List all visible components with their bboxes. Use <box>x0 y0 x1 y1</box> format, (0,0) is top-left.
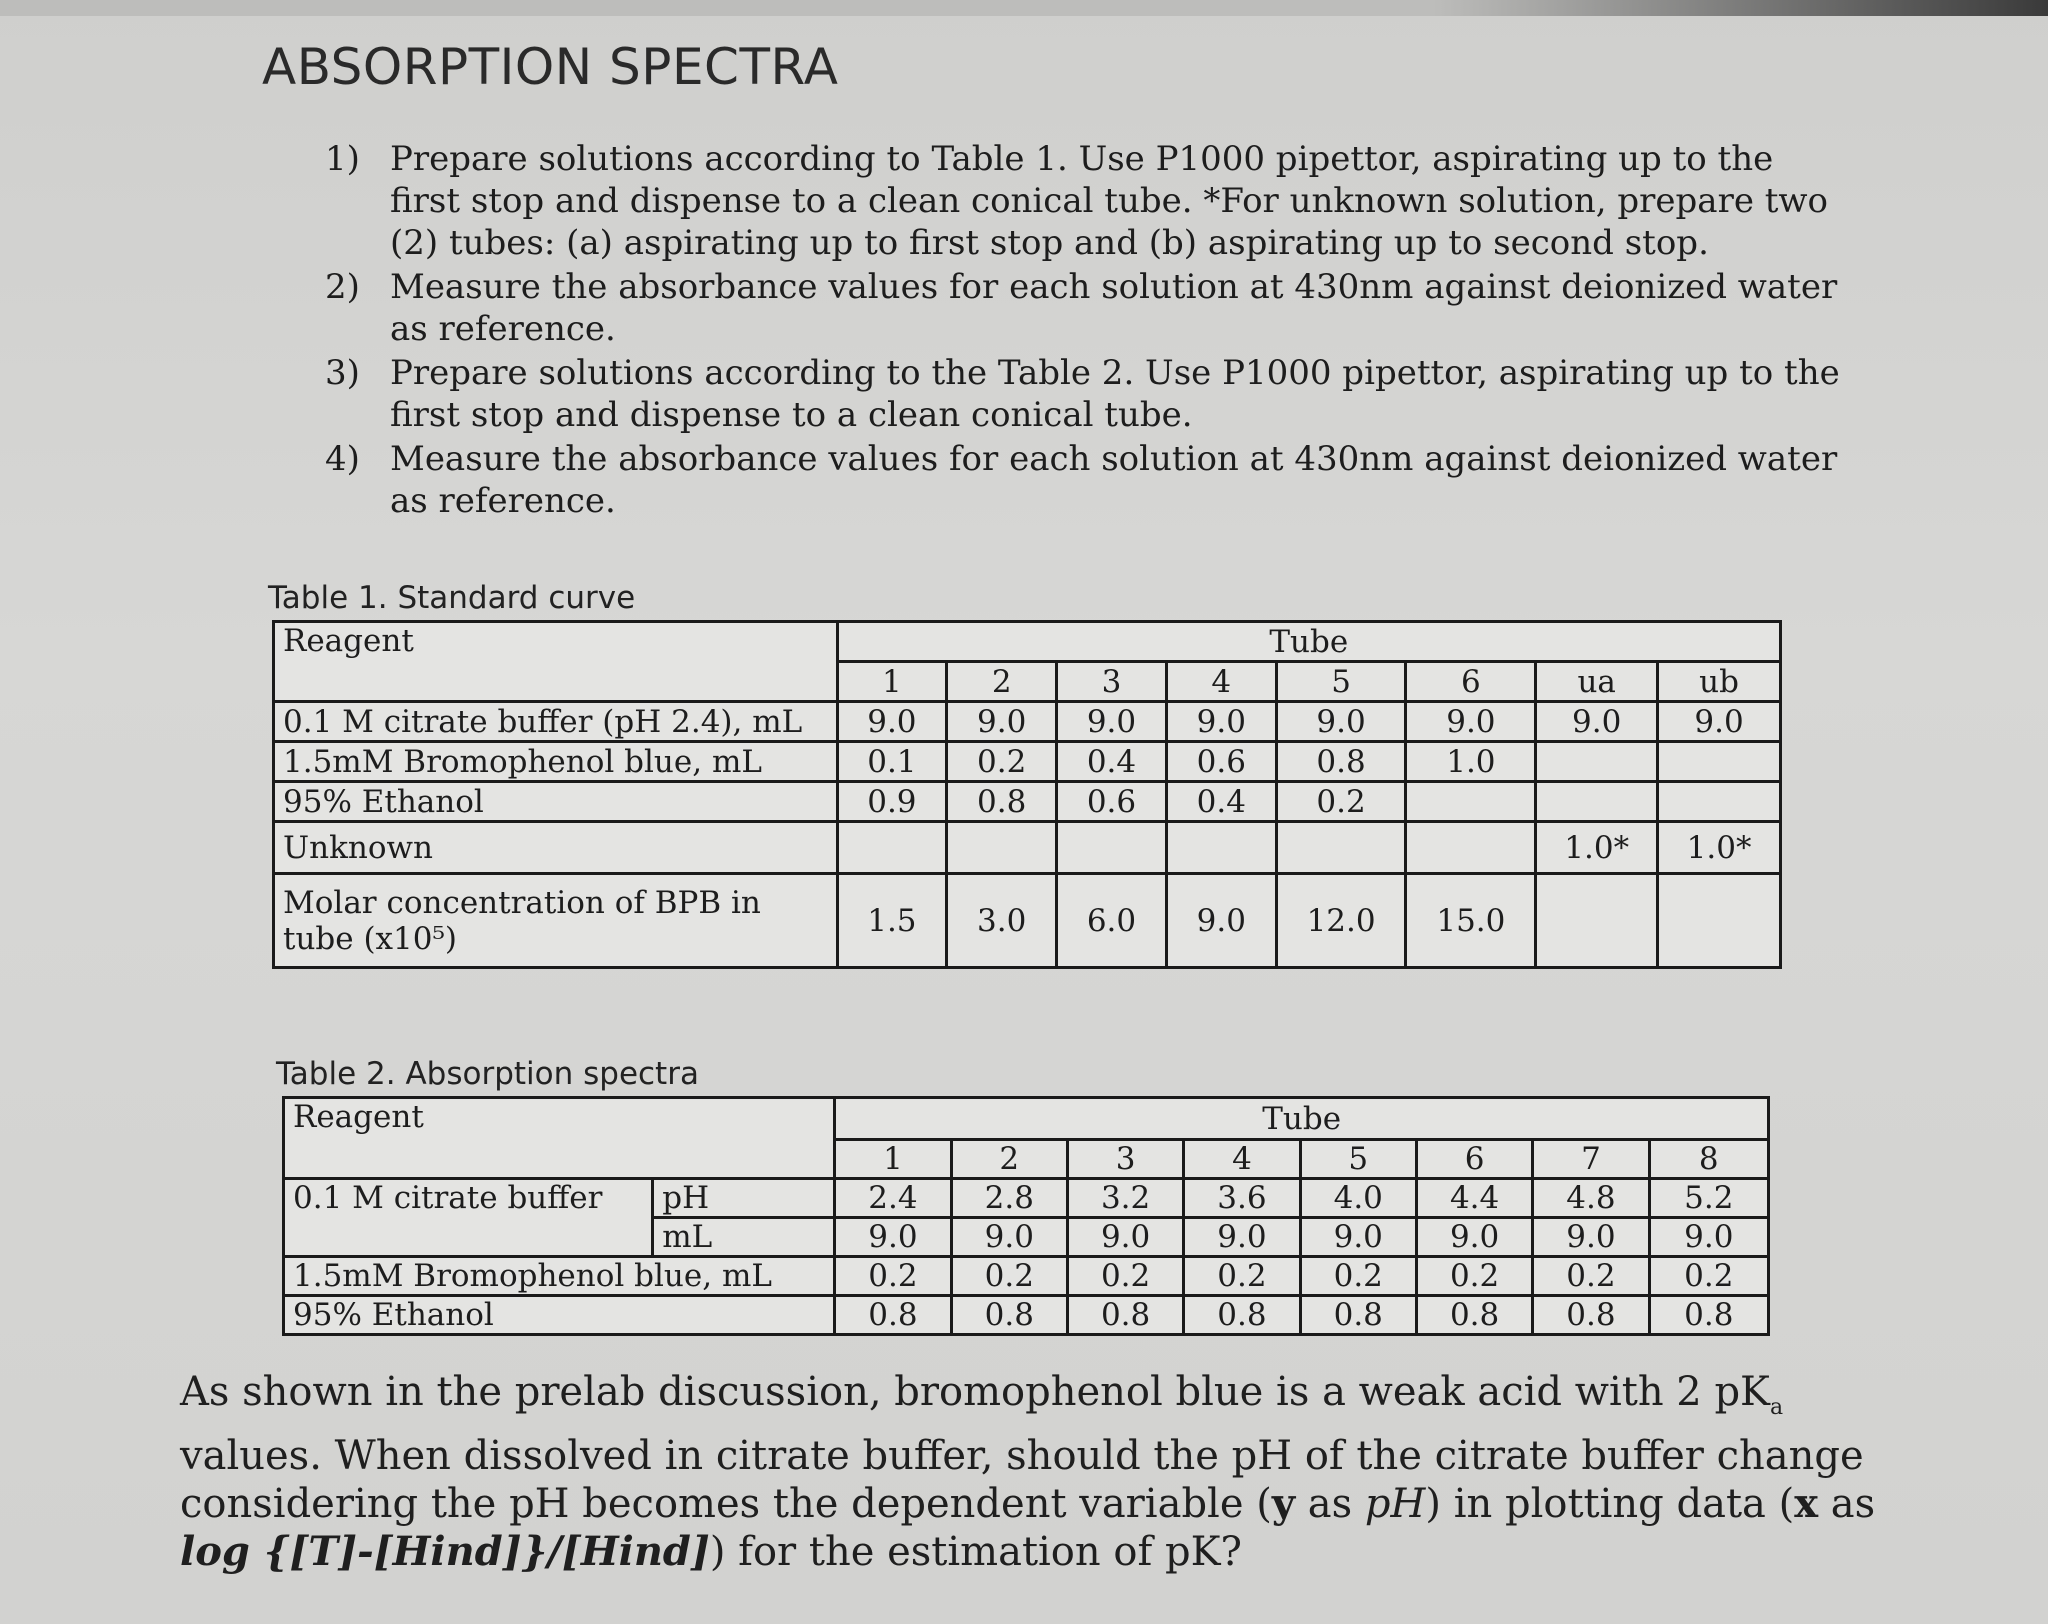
table-cell <box>1536 874 1658 968</box>
table2-caption: Table 2. Absorption spectra <box>276 1056 699 1092</box>
table-cell: 2.8 <box>951 1179 1067 1218</box>
table-row <box>274 782 1781 822</box>
row-sublabel: mL <box>653 1218 835 1257</box>
table-cell: 0.6 <box>1057 782 1167 822</box>
table-cell: 9.0 <box>1533 1218 1649 1257</box>
table2-tube-1: 1 <box>835 1140 951 1179</box>
log-expression: log {[T]-[Hind]}/[Hind] <box>180 1528 710 1575</box>
table-cell <box>1166 822 1276 874</box>
table-cell: 9.0 <box>1166 874 1276 968</box>
table2-tube-header: Tube <box>835 1098 1769 1140</box>
question-text: as <box>1818 1481 1876 1527</box>
row-label: Unknown <box>274 822 838 874</box>
ph-variable: pH <box>1364 1481 1426 1527</box>
table-cell: 9.0 <box>947 702 1057 742</box>
table2-tube-8: 8 <box>1649 1140 1768 1179</box>
table1-tube-1: 1 <box>837 662 947 702</box>
question-text: ) in plotting data ( <box>1425 1481 1795 1527</box>
table-cell: 0.2 <box>1416 1257 1532 1296</box>
step-4 <box>325 438 1845 522</box>
step-1 <box>325 138 1845 264</box>
discussion-question <box>180 1368 1880 1576</box>
table-cell: 0.2 <box>1067 1257 1183 1296</box>
step-2 <box>325 266 1845 350</box>
table-cell: 0.8 <box>1300 1296 1416 1335</box>
step-number: 3) <box>325 353 360 393</box>
question-text: values. When dissolved in citrate buffer, should the pH of the citrate buffer change considering the pH becomes the dependent variable ( <box>180 1433 1864 1527</box>
table2-reagent-header: Reagent <box>284 1098 835 1179</box>
step-number: 1) <box>325 139 360 179</box>
table-cell <box>1276 822 1406 874</box>
table-cell: 0.8 <box>951 1296 1067 1335</box>
table-cell <box>1406 822 1536 874</box>
table-cell <box>837 822 947 874</box>
table-cell: 9.0 <box>837 702 947 742</box>
pka-subscript: a <box>1769 1395 1784 1420</box>
table-cell: 15.0 <box>1406 874 1536 968</box>
table-cell <box>1406 782 1536 822</box>
table-cell: 9.0 <box>1166 702 1276 742</box>
table-cell: 0.8 <box>947 782 1057 822</box>
table2-tube-7: 7 <box>1533 1140 1649 1179</box>
table-cell: 2.4 <box>835 1179 951 1218</box>
table-cell: 0.8 <box>1184 1296 1300 1335</box>
table1-standard-curve <box>272 620 1782 969</box>
table-cell: 9.0 <box>1184 1218 1300 1257</box>
table-cell: 0.8 <box>1649 1296 1768 1335</box>
table-cell: 0.2 <box>1184 1257 1300 1296</box>
table-cell: 0.2 <box>951 1257 1067 1296</box>
table-cell <box>1658 874 1781 968</box>
table-cell: 9.0 <box>1406 702 1536 742</box>
table-row <box>274 874 1781 968</box>
row-label: 0.1 M citrate buffer (pH 2.4), mL <box>274 702 838 742</box>
table-cell <box>947 822 1057 874</box>
table-cell: 0.8 <box>1276 742 1406 782</box>
step-text: Prepare solutions according to Table 1. Use P1000 pipettor, aspirating up to the first stop and dispense to a clean conical tube. *For unknown solution, prepare two (2) tubes: (a) aspirating up to first stop and (b) aspirating up to second stop. <box>390 139 1828 263</box>
table-cell: 0.8 <box>1416 1296 1532 1335</box>
table-cell: 9.0 <box>1067 1218 1183 1257</box>
table1-tube-4: 4 <box>1166 662 1276 702</box>
table-cell: 9.0 <box>951 1218 1067 1257</box>
table-cell: 0.1 <box>837 742 947 782</box>
table-cell: 0.8 <box>1067 1296 1183 1335</box>
table2-tube-3: 3 <box>1067 1140 1183 1179</box>
table-cell <box>1658 742 1781 782</box>
table1-tube-header: Tube <box>837 622 1781 662</box>
table-cell: 0.2 <box>1649 1257 1768 1296</box>
question-text: as <box>1295 1481 1365 1527</box>
y-variable: y <box>1271 1480 1296 1527</box>
step-text: Prepare solutions according to the Table 2. Use P1000 pipettor, aspirating up to the first stop and dispense to a clean conical tube. <box>390 353 1840 435</box>
table-cell: 1.0 <box>1406 742 1536 782</box>
table-cell <box>1536 782 1658 822</box>
table-cell: 0.8 <box>1533 1296 1649 1335</box>
table-cell: 6.0 <box>1057 874 1167 968</box>
table-cell <box>1658 782 1781 822</box>
table-cell: 12.0 <box>1276 874 1406 968</box>
table-cell: 0.2 <box>1300 1257 1416 1296</box>
table-cell: 9.0 <box>1649 1218 1768 1257</box>
table-cell: 0.6 <box>1166 742 1276 782</box>
table-cell: 1.0* <box>1536 822 1658 874</box>
table2-tube-4: 4 <box>1184 1140 1300 1179</box>
table-cell <box>1057 822 1167 874</box>
step-text: Measure the absorbance values for each solution at 430nm against deionized water as reference. <box>390 439 1838 521</box>
table1-tube-5: 5 <box>1276 662 1406 702</box>
table-cell <box>1536 742 1658 782</box>
table-cell: 0.2 <box>947 742 1057 782</box>
row-label: 95% Ethanol <box>284 1296 835 1335</box>
table2-tube-2: 2 <box>951 1140 1067 1179</box>
table-cell: 4.8 <box>1533 1179 1649 1218</box>
table-cell: 4.4 <box>1416 1179 1532 1218</box>
table-row <box>274 742 1781 782</box>
table-row <box>284 1296 1769 1335</box>
table-row <box>284 1257 1769 1296</box>
table1-tube-ub: ub <box>1658 662 1781 702</box>
step-3 <box>325 352 1845 436</box>
table-cell: 0.9 <box>837 782 947 822</box>
table-cell: 9.0 <box>1416 1218 1532 1257</box>
table1-reagent-header: Reagent <box>274 622 838 702</box>
step-number: 2) <box>325 267 360 307</box>
procedure-steps <box>325 138 1845 524</box>
table-cell: 4.0 <box>1300 1179 1416 1218</box>
table-cell: 3.2 <box>1067 1179 1183 1218</box>
table-cell: 9.0 <box>1536 702 1658 742</box>
table-row <box>284 1179 1769 1218</box>
table1-tube-6: 6 <box>1406 662 1536 702</box>
table-cell: 0.4 <box>1166 782 1276 822</box>
table-cell: 5.2 <box>1649 1179 1768 1218</box>
table-cell: 0.8 <box>835 1296 951 1335</box>
table-cell: 0.2 <box>835 1257 951 1296</box>
row-label: Molar concentration of BPB in tube (x10⁵) <box>274 874 838 968</box>
table-cell: 0.2 <box>1276 782 1406 822</box>
table1-caption: Table 1. Standard curve <box>268 580 636 616</box>
table-cell: 3.6 <box>1184 1179 1300 1218</box>
table-row <box>274 702 1781 742</box>
table-cell: 9.0 <box>1300 1218 1416 1257</box>
question-text: ) for the estimation of pK? <box>709 1529 1242 1575</box>
page-title: ABSORPTION SPECTRA <box>262 38 839 96</box>
table1-tube-ua: ua <box>1536 662 1658 702</box>
table-cell: 1.0* <box>1658 822 1781 874</box>
row-label: 95% Ethanol <box>274 782 838 822</box>
question-text: As shown in the prelab discussion, bromophenol blue is a weak acid with 2 pK <box>180 1369 1770 1415</box>
table-cell: 9.0 <box>1057 702 1167 742</box>
table-cell: 3.0 <box>947 874 1057 968</box>
table-cell: 9.0 <box>1658 702 1781 742</box>
row-label: 0.1 M citrate buffer <box>284 1179 653 1257</box>
step-number: 4) <box>325 439 360 479</box>
row-sublabel: pH <box>653 1179 835 1218</box>
row-label: 1.5mM Bromophenol blue, mL <box>274 742 838 782</box>
screen-top-edge <box>0 0 2048 16</box>
table2-tube-6: 6 <box>1416 1140 1532 1179</box>
table-cell: 0.4 <box>1057 742 1167 782</box>
table-row <box>274 822 1781 874</box>
x-variable: x <box>1794 1480 1819 1527</box>
step-text: Measure the absorbance values for each solution at 430nm against deionized water as reference. <box>390 267 1838 349</box>
table1-tube-2: 2 <box>947 662 1057 702</box>
table-cell: 0.2 <box>1533 1257 1649 1296</box>
table-cell: 9.0 <box>1276 702 1406 742</box>
table2-absorption-spectra <box>282 1096 1770 1336</box>
table2-tube-5: 5 <box>1300 1140 1416 1179</box>
table1-tube-3: 3 <box>1057 662 1167 702</box>
row-label: 1.5mM Bromophenol blue, mL <box>284 1257 835 1296</box>
table-cell: 9.0 <box>835 1218 951 1257</box>
table-cell: 1.5 <box>837 874 947 968</box>
